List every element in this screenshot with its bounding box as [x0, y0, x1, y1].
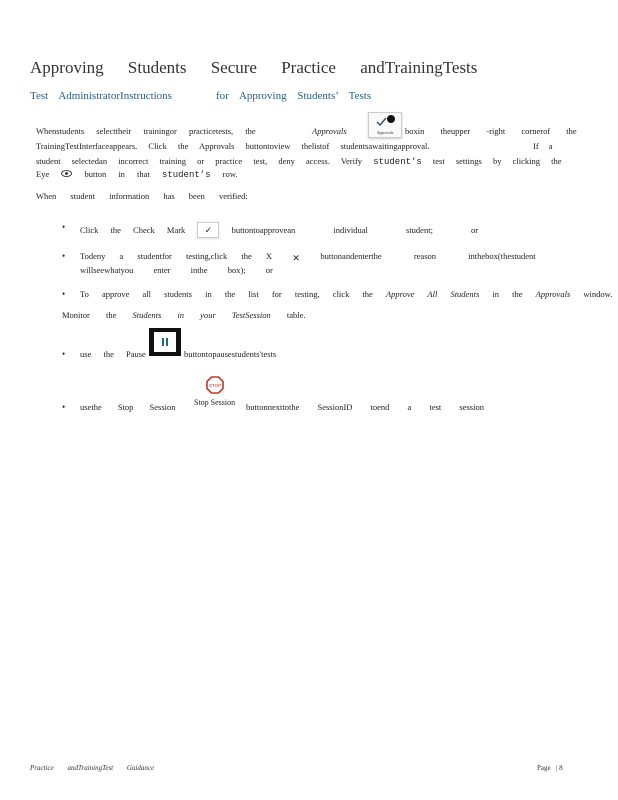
bullet-2-text-b: buttonandenterthe reason inthebox(thestudent: [320, 251, 536, 261]
subtitle-part-2: for Approving Students’ Tests: [215, 90, 372, 102]
subtitle-part-1: Test AdministratorInstructions: [30, 90, 172, 102]
approvals-window-italic: Approvals: [535, 289, 571, 299]
bullet-3-text-a: To approve all students in the list for testing, click the: [80, 289, 373, 299]
approvals-icon-label: Approvals: [376, 130, 394, 135]
eye-icon: [61, 170, 72, 177]
svg-text:STOP: STOP: [208, 383, 222, 388]
check-mark-icon: ✓: [197, 222, 219, 238]
intro-line-3: [36, 156, 561, 167]
pause-icon: [154, 332, 176, 352]
bullet-dot: •: [62, 289, 66, 299]
bullet-4-text-a: use the Pause: [80, 349, 146, 359]
intro-text-2b: If a: [533, 141, 553, 151]
intro-text-4c: row.: [222, 169, 238, 179]
footer-page-label: Page: [537, 764, 551, 772]
bullet-5-text-a: usethe Stop Session: [80, 402, 176, 412]
approvals-button-icon: [368, 112, 402, 138]
stop-session-label: Stop Session: [194, 398, 236, 407]
bullet-5-text-b: buttonnexttothe SessionID toend a test session: [246, 402, 484, 412]
intro-text-3a: student selectedan incorrect training or practice test, deny access. Verify: [36, 156, 363, 166]
intro-mono-4: student’s: [161, 170, 211, 180]
bullet-dot: •: [62, 251, 66, 261]
verified-line: When student information has been verified:: [36, 191, 248, 201]
intro-text-4a: Eye: [36, 169, 50, 179]
students-table-italic: Students in your TestSession: [132, 310, 271, 320]
approvals-check-icon: [369, 113, 401, 129]
bullet-2-text-c: willseewhatyou enter inthe box); or: [80, 265, 273, 275]
approvals-italic: Approvals: [312, 126, 347, 136]
bullet-approve-individual: [80, 222, 478, 238]
bullet-1-text-b: buttontoapprovean individual student; or: [231, 225, 479, 235]
bullet-3-text-b: in the: [492, 289, 523, 299]
footer-guidance: Practice andTrainingTest Guidance: [30, 764, 155, 772]
bullet-dot: •: [62, 349, 66, 359]
approve-all-students-italic: Approve All Students: [385, 289, 480, 299]
footer-page-number: | 8: [556, 764, 563, 772]
bullet-dot: •: [62, 402, 66, 412]
monitor-line: [62, 310, 306, 320]
x-icon: ✕: [286, 251, 306, 265]
intro-text-2a: TrainingTestInterfaceappears. Click the Approvals buttontoview thelistof studentsawaitingapproval.: [36, 141, 430, 151]
intro-text-3b: test settings by clicking the: [432, 156, 562, 166]
page-title: Approving Students Secure Practice andTrainingTests: [30, 58, 478, 77]
bullet-1-text-a: Click the Check Mark: [80, 225, 186, 235]
section-subtitle: [30, 90, 371, 102]
intro-text-1a: Whenstudents selecttheir trainingor practicetests, the: [36, 126, 256, 136]
intro-text-1b: boxin theupper -right cornerof the: [405, 126, 577, 136]
intro-line-4: [36, 169, 237, 180]
bullet-deny-student: [80, 251, 536, 265]
pause-button-icon: [149, 328, 181, 356]
intro-text-4b: button in that: [84, 169, 150, 179]
bullet-dot: •: [62, 222, 66, 232]
monitor-text-a: Monitor the: [62, 310, 117, 320]
stop-sign-icon: [206, 376, 224, 394]
bullet-4-text-b: buttontopausestudents'tests: [184, 349, 277, 359]
bullet-2-text-a: Todeny a studentfor testing,click the X: [80, 251, 273, 261]
bullet-approve-all: [80, 289, 612, 299]
bullet-3-text-c: window.: [583, 289, 613, 299]
intro-mono-3: student’s: [373, 157, 422, 167]
monitor-text-b: table.: [286, 310, 306, 320]
